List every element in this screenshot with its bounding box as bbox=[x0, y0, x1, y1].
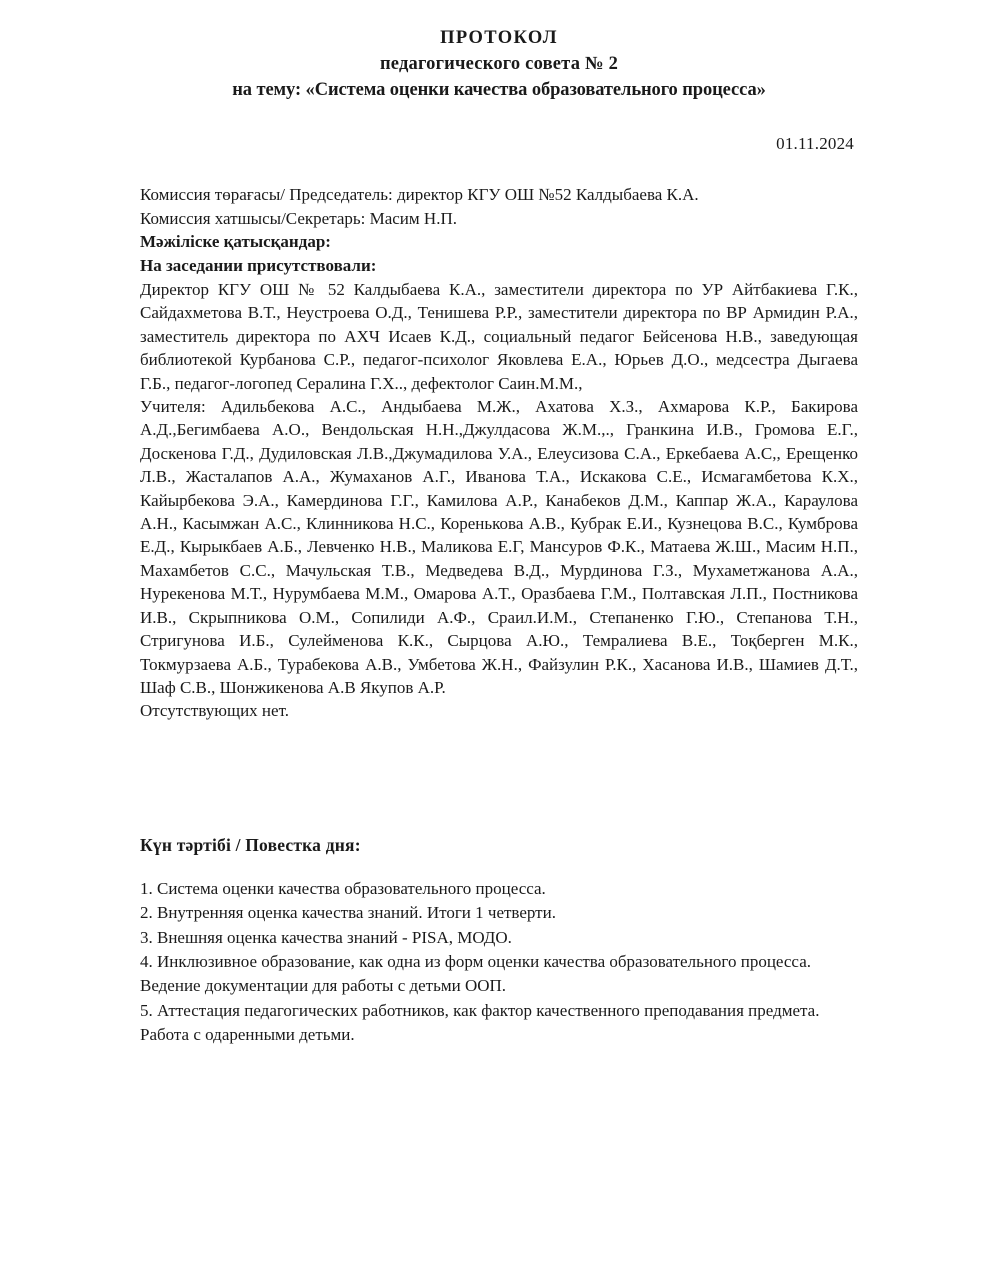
agenda-item: 5. Аттестация педагогических работников, как фактор качественного преподавания предмета. Работа с одаренными детьми. bbox=[140, 1000, 820, 1044]
document-date: 01.11.2024 bbox=[776, 134, 854, 153]
attendees-heading-kk: Мәжіліске қатысқандар: bbox=[140, 232, 331, 251]
secretary-line: Комиссия хатшысы/Секретарь: Масим Н.П. bbox=[140, 208, 457, 228]
page-title: ПРОТОКОЛ bbox=[440, 28, 558, 48]
attendees-heading-ru: На заседании присутствовали: bbox=[140, 255, 377, 275]
document-subtitle: педагогического совета № 2 bbox=[379, 54, 619, 74]
meeting-meta-block bbox=[140, 183, 858, 277]
agenda-item: 4. Инклюзивное образование, как одна из форм оценки качества образовательного процесса. Ведение документации для работы с детьми ООП. bbox=[140, 952, 811, 996]
agenda-item: 3. Внешняя оценка качества знаний - PISA, МОДО. bbox=[140, 927, 512, 947]
document-title-block bbox=[140, 26, 858, 102]
attendees-teachers: Учителя: Адильбекова А.С., Андыбаева М.Ж., Ахатова Х.З., Ахмарова К.Р., Бакирова А.Д.,Бегимбаева А.О., Вендольская Н.Н.,Джулдасова Ж.М.,., Гранкина И.В., Громова Е.Г., Доскенова Г.Д., Дудиловская Л.В.,Джумадилова У.А., Елеусизова С.А., Еркебаева А.С,, Ерещенко Л.В., Жасталапов А.А., Жумаханов А.Г., Иванова Т.А., Искакова С.Е., Исмагамбетова К.Х., Кайырбекова Э.А., Камердинова Г.Г., Камилова А.Р., Канабеков Д.М., Каппар Ж.А., Караулова А.Н., Касымжан А.С., Клинникова Н.С., Коренькова А.В., Кубрак Е.И., Кузнецова В.С., Кумброва Е.Д., Кырыкбаев А.Б., Левченко Н.В., Маликова Е.Г, Мансуров Ф.К., Матаева Ж.Ш., Масим Н.П., Махамбетов С.С., Мачульская Т.В., Медведева В.Д., Мурдинова Г.З., Мухаметжанова А.А., Нурекенова М.Т., Нурумбаева М.М., Омарова А.Т., Оразбаева Г.М., Полтавская Л.П., Постникова И.В., Скрыпникова О.М., Сопилиди А.Ф., Сраил.И.М., Степаненко Г.Ю., Степанова Т.Н., Стригунова И.Б., Сулейменова К.К., Сырцова А.Ю., Темралиева В.Е., Тоқберген М.К., Токмурзаева А.Б., Турабекова А.В., Умбетова Ж.Н., Файзулин Р.К., Хасанова И.В., Шамиев Д.Т., Шаф С.В., Шонжикенова А.В Якупов А.Р. bbox=[140, 397, 858, 697]
agenda-heading: Күн тәртібі / Повестка дня: bbox=[140, 834, 361, 855]
document-topic: на тему: «Система оценки качества образовательного процесса» bbox=[232, 80, 766, 100]
agenda-item: 1. Система оценки качества образовательного процесса. bbox=[140, 878, 546, 898]
absent-note: Отсутствующих нет. bbox=[140, 701, 289, 721]
agenda-list bbox=[140, 877, 858, 1047]
attendees-administration: Директор КГУ ОШ № 52 Калдыбаева К.А., заместители директора по УР Айтбакиева Г.К., Сайдахметова В.Т., Неустроева О.Д., Тенишева Р.Р., заместители директора по ВР Армидин Р.А., заместитель директора по АХЧ Исаев К.Д., социальный педагог Бейсенова Н.В., заведующая библиотекой Курбанова С.Р., педагог-психолог Яковлева Е.А., Юрьев Д.О., медсестра Дыгаева Г.Б., педагог-логопед Сералина Г.Х.., дефектолог Саин.М.М., bbox=[140, 280, 858, 393]
agenda-item: 2. Внутренняя оценка качества знаний. Итоги 1 четверти. bbox=[140, 903, 556, 923]
chairman-line: Комиссия төрағасы/ Председатель: директор КГУ ОШ №52 Калдыбаева К.А. bbox=[140, 185, 699, 204]
